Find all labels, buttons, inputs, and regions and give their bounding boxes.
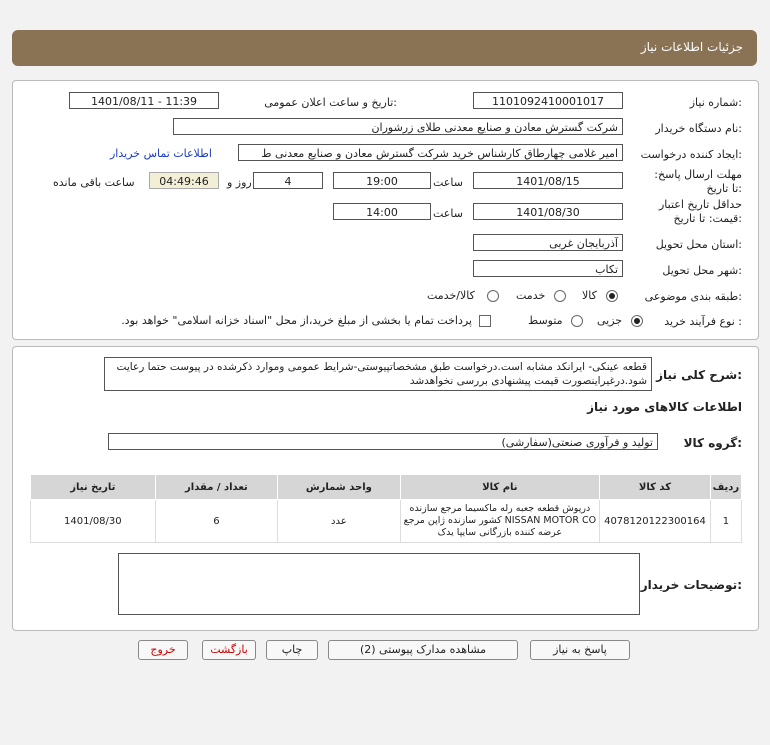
province-field: آذربایجان غربی xyxy=(473,234,623,251)
cell-qty: 6 xyxy=(155,500,277,543)
province-label: استان محل تحویل: xyxy=(655,238,742,251)
remaining-time-field: 04:49:46 xyxy=(149,172,219,189)
buyer-notes-box xyxy=(118,553,640,615)
validity-date-field: 1401/08/30 xyxy=(473,203,623,220)
creator-label: ایجاد کننده درخواست: xyxy=(640,148,742,161)
cell-code: 4078120122300164 xyxy=(600,500,711,543)
need-number-field: 1101092410001017 xyxy=(473,92,623,109)
col-name: نام کالا xyxy=(400,475,600,500)
deadline-time-field: 19:00 xyxy=(333,172,431,189)
process-medium-label: متوسط xyxy=(528,314,563,327)
table-header-row xyxy=(31,475,742,500)
page-header xyxy=(12,30,757,66)
category-goods-label: کالا xyxy=(582,289,597,302)
cell-unit: عدد xyxy=(278,500,400,543)
deadline-label: مهلت ارسال پاسخ: تا تاریخ: xyxy=(654,168,742,195)
view-attachments-button[interactable]: مشاهده مدارک پیوستی (2) xyxy=(328,640,518,660)
col-row: ردیف xyxy=(710,475,741,500)
goods-section-title: اطلاعات کالاهای مورد نیاز xyxy=(587,400,742,414)
col-qty: تعداد / مقدار xyxy=(155,475,277,500)
city-field: تکاب xyxy=(473,260,623,277)
col-unit: واحد شمارش xyxy=(278,475,400,500)
announce-label: تاریخ و ساعت اعلان عمومی: xyxy=(264,96,397,109)
creator-field: امیر غلامی چهارطاق کارشناس خرید شرکت گسترش معادن و صنایع معدنی ط xyxy=(238,144,623,161)
deadline-date-field: 1401/08/15 xyxy=(473,172,623,189)
back-button[interactable]: بازگشت xyxy=(202,640,256,660)
contact-info-link[interactable]: اطلاعات تماس خریدار xyxy=(110,147,212,160)
validity-time-field: 14:00 xyxy=(333,203,431,220)
cell-row: 1 xyxy=(710,500,741,543)
validity-time-label: ساعت xyxy=(433,207,463,220)
cell-date: 1401/08/30 xyxy=(31,500,156,543)
process-minor-radio[interactable] xyxy=(631,315,643,327)
category-service-radio[interactable] xyxy=(554,290,566,302)
treasury-checkbox[interactable] xyxy=(479,315,491,327)
print-button[interactable]: چاپ xyxy=(266,640,318,660)
days-label: روز و xyxy=(227,176,252,189)
items-table xyxy=(30,474,742,543)
treasury-note: پرداخت تمام یا بخشی از مبلغ خرید،از محل "اسناد خزانه اسلامی" خواهد بود. xyxy=(121,314,472,327)
process-medium-radio[interactable] xyxy=(571,315,583,327)
remaining-label: ساعت باقی مانده xyxy=(53,176,135,189)
col-code: کد کالا xyxy=(600,475,711,500)
goods-group-label: گروه کالا: xyxy=(683,436,742,450)
cell-name: درپوش قطعه جعبه رله ماکسیما مرجع سازنده NISSAN MOTOR CO کشور سازنده ژاپن مرجع عرضه کننده بازرگانی سایپا یدک xyxy=(400,500,600,543)
process-minor-label: جزیی xyxy=(597,314,623,327)
buyer-notes-label: توضیحات خریدار: xyxy=(640,578,742,592)
page-title: جزئیات اطلاعات نیاز xyxy=(640,40,743,54)
validity-label: حداقل تاریخ اعتبار قیمت: تا تاریخ: xyxy=(658,198,742,225)
days-field: 4 xyxy=(253,172,323,189)
deadline-time-label: ساعت xyxy=(433,176,463,189)
items-table-wrap xyxy=(30,474,742,543)
description-text: قطعه عینکی- ایرانکد مشابه است.درخواست طبق مشخصاتپیوستی-شرایط عمومی وموارد ذکرشده در پیوست حتما رعایت شود.درغیراینصورت قیمت پیشنهادی بررسی نخواهدشد xyxy=(104,357,652,391)
exit-button[interactable]: خروج xyxy=(138,640,188,660)
category-label: طبقه بندی موضوعی: xyxy=(644,290,742,303)
buyer-field: شرکت گسترش معادن و صنایع معدنی طلای زرشوران xyxy=(173,118,623,135)
goods-group-field: تولید و فرآوری صنعتی(سفارشی) xyxy=(108,433,658,450)
process-label: نوع فرآیند خرید : xyxy=(664,315,742,328)
description-label: شرح کلی نیاز: xyxy=(656,368,742,382)
category-goods-service-radio[interactable] xyxy=(487,290,499,302)
table-row xyxy=(31,500,742,543)
need-number-label: شماره نیاز: xyxy=(689,96,742,109)
buyer-label: نام دستگاه خریدار: xyxy=(655,122,742,135)
city-label: شهر محل تحویل: xyxy=(662,264,742,277)
reply-button[interactable]: پاسخ به نیاز xyxy=(530,640,630,660)
category-service-label: خدمت xyxy=(516,289,546,302)
col-date: تاریخ نیاز xyxy=(31,475,156,500)
category-goods-radio[interactable] xyxy=(606,290,618,302)
announce-field: 1401/08/11 - 11:39 xyxy=(69,92,219,109)
category-goods-service-label: کالا/خدمت xyxy=(427,289,475,302)
